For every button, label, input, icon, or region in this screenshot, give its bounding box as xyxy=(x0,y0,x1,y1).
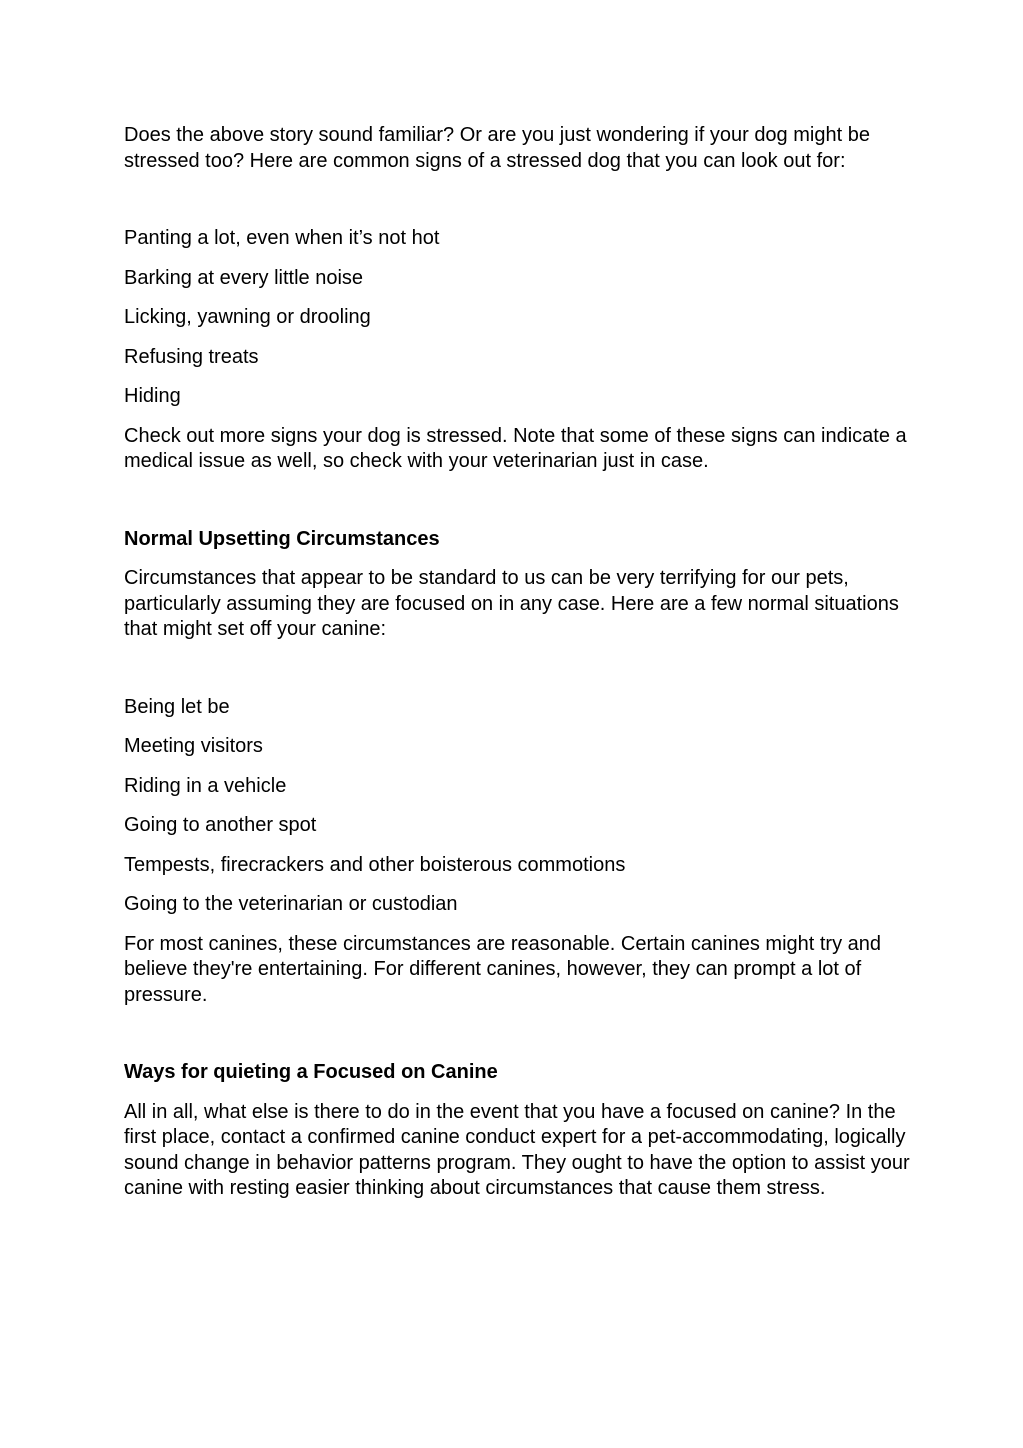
section-outro-paragraph: For most canines, these circumstances are reasonable. Certain canines might try and believe they're entertaining. For different canines, however, they can prompt a lot of pressure. xyxy=(124,932,882,1006)
section-heading: Ways for quieting a Focused on Canine xyxy=(124,1061,498,1083)
list-item: Barking at every little noise xyxy=(124,266,364,289)
list-item: Hiding xyxy=(124,385,181,407)
stress-signs-list xyxy=(124,226,914,410)
situations-list xyxy=(124,695,914,918)
list-item: Tempests, firecrackers and other boisterous commotions xyxy=(124,853,626,876)
signs-note-paragraph: Check out more signs your dog is stressed. Note that some of these signs can indicate a medical issue as well, so check with your veterinarian just in case. xyxy=(124,424,907,472)
list-item: Going to another spot xyxy=(124,814,317,836)
list-item: Licking, yawning or drooling xyxy=(124,306,371,328)
list-item: Riding in a vehicle xyxy=(124,774,287,797)
list-item: Being let be xyxy=(124,695,230,718)
spacer xyxy=(124,643,914,695)
spacer xyxy=(124,174,914,226)
intro-paragraph: Does the above story sound familiar? Or are you just wondering if your dog might be stressed too? Here are common signs of a stressed dog that you can look out for: xyxy=(124,124,870,172)
section-intro-paragraph: Circumstances that appear to be standard to us can be very terrifying for our pets, particularly assuming they are focused on in any case. Here are a few normal situations that might set off your canine: xyxy=(124,567,899,640)
spacer xyxy=(124,1008,914,1060)
list-item: Going to the veterinarian or custodian xyxy=(124,893,458,915)
list-item: Meeting visitors xyxy=(124,735,263,757)
list-item: Refusing treats xyxy=(124,345,259,368)
section-body-paragraph: All in all, what else is there to do in the event that you have a focused on canine? In the first place, contact a confirmed canine conduct expert for a pet-accommodating, logically sound change in behavior patterns program. They ought to have the option to assist your canine with resting easier thinking about circumstances that cause them stress. xyxy=(124,1100,910,1199)
list-item: Panting a lot, even when it’s not hot xyxy=(124,227,440,249)
document-body xyxy=(124,123,914,1202)
spacer xyxy=(124,475,914,527)
section-heading: Normal Upsetting Circumstances xyxy=(124,527,440,550)
